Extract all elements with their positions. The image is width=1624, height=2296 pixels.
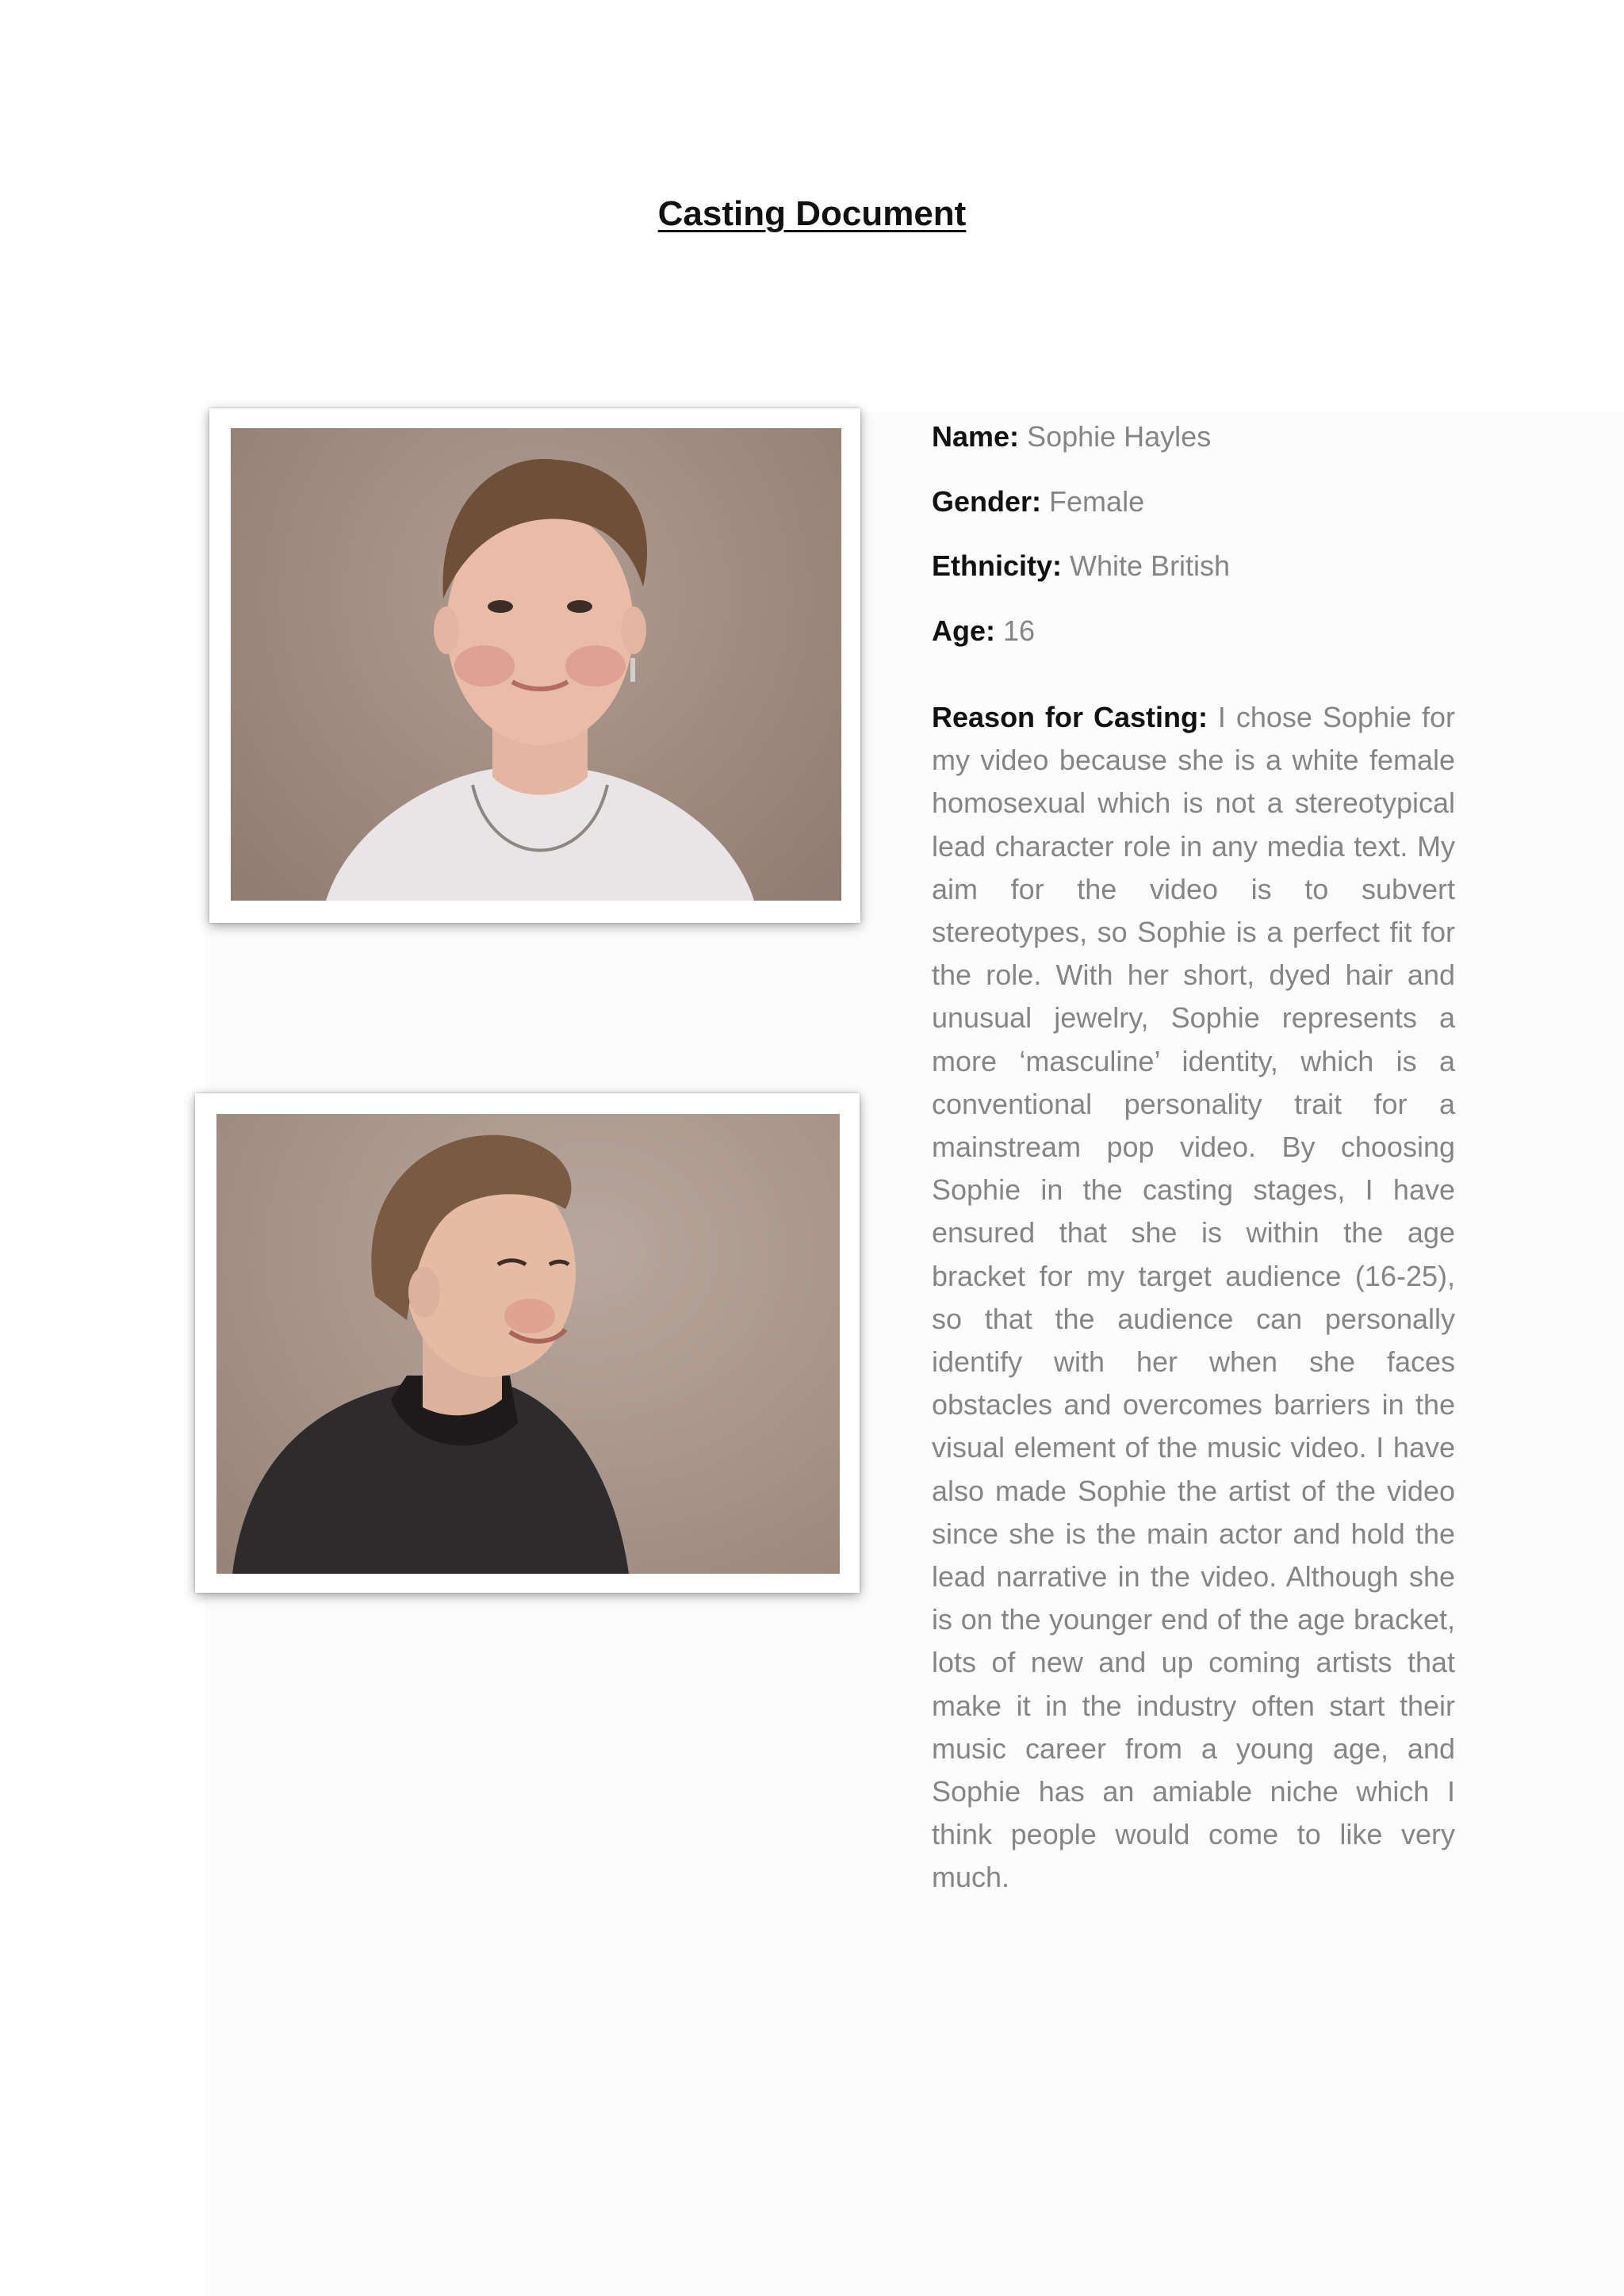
name-field [932, 420, 1211, 453]
headshot-photo [231, 428, 841, 901]
reason-text: I chose Sophie for my video because she is a white female homosexual which is not a stereotypical lead character role in any media text. My aim for the video is to subvert stereotypes, so Sophie is a perfect fit for the role. With her short, dyed hair and unusual jewelry, Sophie represents a more ‘masculine’ identity, which is a conventional personality trait for a mainstream pop video. By choosing Sophie in the casting stages, I have ensured that she is within the age bracket for my target audience (16-25), so that the audience can personally identify with her when she faces obstacles and overcomes barriers in the visual element of the music video. I have also made Sophie the artist of the video since she is the main actor and hold the lead narrative in the video. Although she is on the younger end of the age bracket, lots of new and up coming artists that make it in the industry often start their music career from a young age, and Sophie has an amiable niche which I think people would come to like very much. [932, 701, 1455, 1894]
name-value: Sophie Hayles [1027, 420, 1212, 453]
ethnicity-value: White British [1070, 549, 1231, 582]
gender-label: Gender: [932, 485, 1042, 518]
age-value: 16 [1003, 614, 1036, 647]
profile-photo-frame [195, 1093, 860, 1593]
name-label: Name: [932, 420, 1020, 453]
age-label: Age: [932, 614, 995, 647]
headshot-photo-frame [209, 408, 860, 923]
gender-field [932, 485, 1144, 519]
profile-photo [216, 1114, 840, 1574]
headshot-illustration [231, 428, 841, 901]
profile-illustration [216, 1114, 840, 1574]
ethnicity-field [932, 549, 1230, 583]
reason-label: Reason for Casting: [932, 701, 1208, 733]
document-title: Casting Document [657, 194, 967, 233]
ethnicity-label: Ethnicity: [932, 549, 1063, 582]
gender-value: Female [1049, 485, 1145, 518]
reason-for-casting [932, 696, 1455, 1900]
age-field [932, 614, 1035, 648]
